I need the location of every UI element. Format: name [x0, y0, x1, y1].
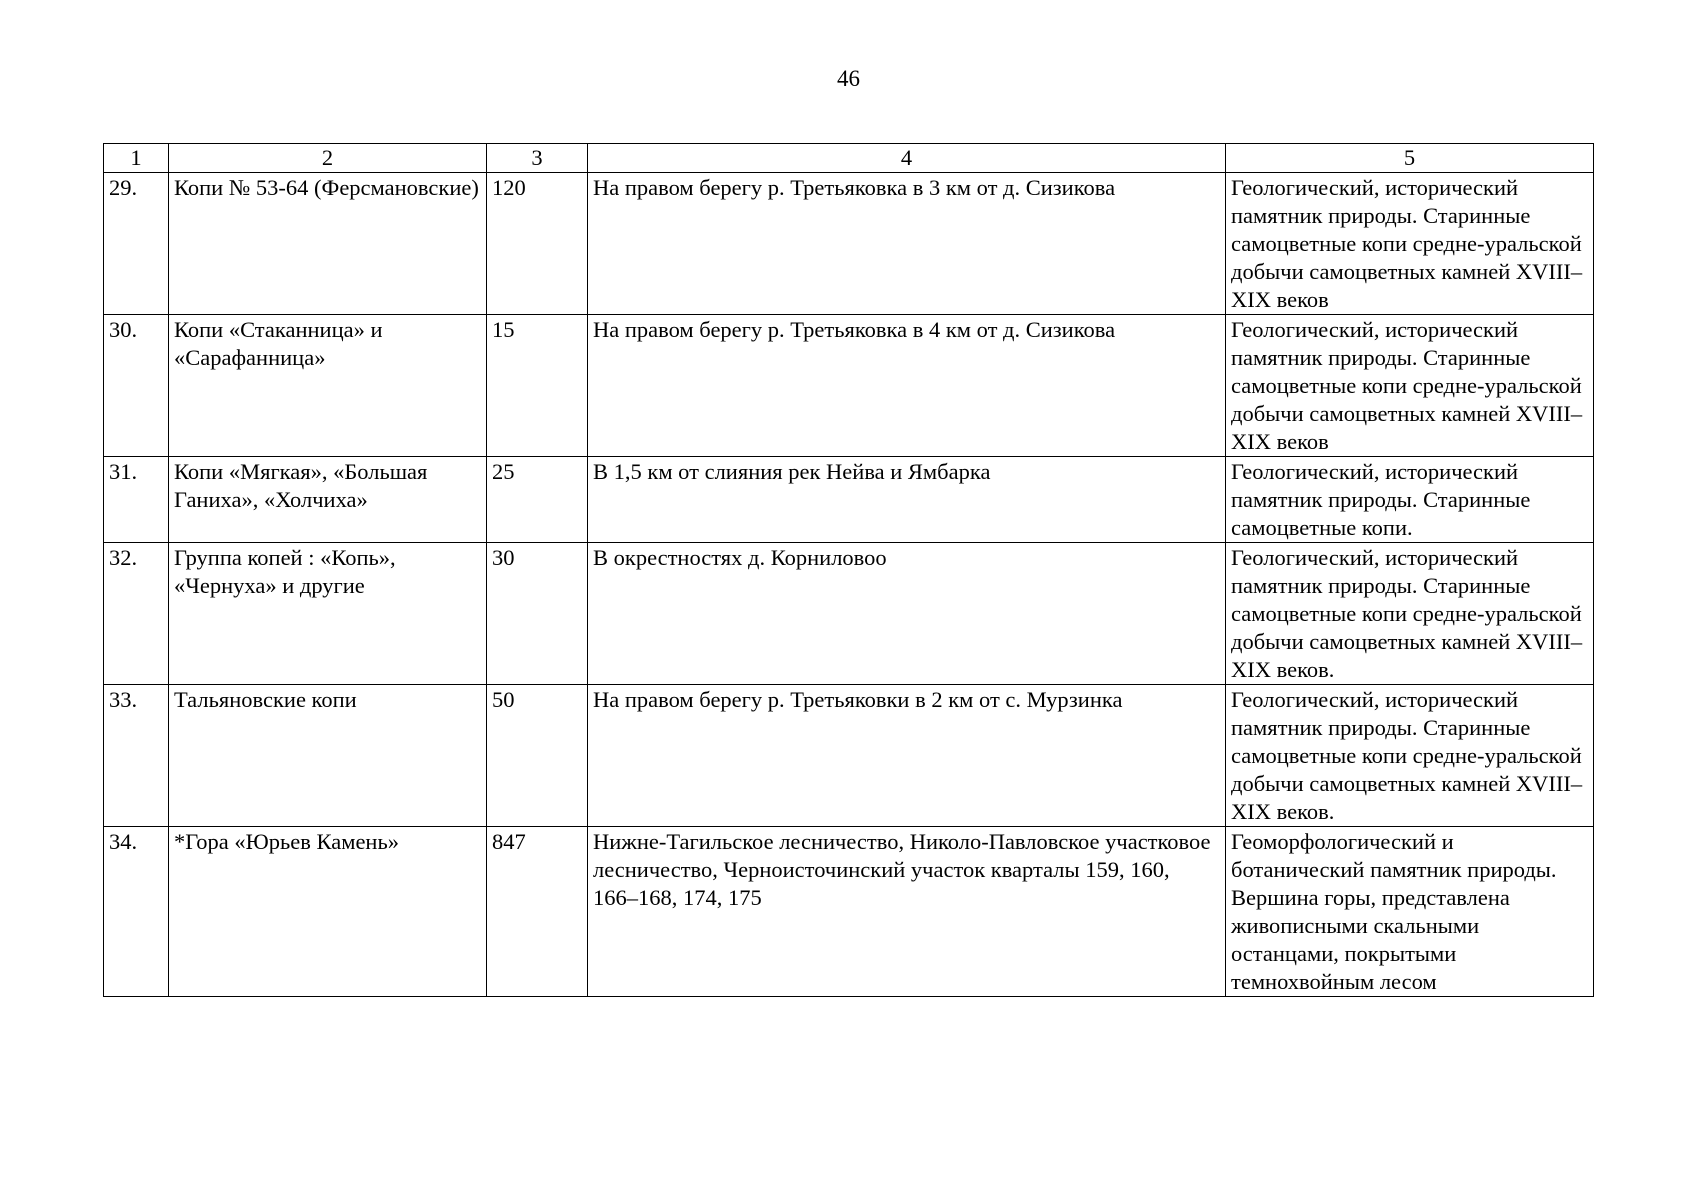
object-name: Тальяновские копи	[169, 685, 487, 827]
table-row	[104, 457, 1594, 543]
object-location: На правом берегу р. Третьяковки в 2 км от с. Мурзинка	[588, 685, 1226, 827]
object-name: *Гора «Юрьев Камень»	[169, 827, 487, 997]
object-area: 847	[487, 827, 588, 997]
object-location: На правом берегу р. Третьяковка в 3 км от д. Сизикова	[588, 173, 1226, 315]
object-description: Геологический, исторический памятник природы. Старинные самоцветные копи.	[1226, 457, 1594, 543]
object-name: Копи № 53-64 (Ферсмановские)	[169, 173, 487, 315]
table-row	[104, 685, 1594, 827]
object-name: Группа копей : «Копь», «Чернуха» и другие	[169, 543, 487, 685]
object-area: 120	[487, 173, 588, 315]
row-number: 34.	[104, 827, 169, 997]
table-row	[104, 827, 1594, 997]
column-header-3: 3	[487, 144, 588, 173]
object-description: Геологический, исторический памятник природы. Старинные самоцветные копи средне-уральской добычи самоцветных камней XVIII–XIX веков	[1226, 315, 1594, 457]
table-row	[104, 173, 1594, 315]
table-header-row	[104, 144, 1594, 173]
row-number: 33.	[104, 685, 169, 827]
object-area: 25	[487, 457, 588, 543]
natural-monuments-table	[103, 143, 1594, 997]
object-location: На правом берегу р. Третьяковка в 4 км от д. Сизикова	[588, 315, 1226, 457]
row-number: 29.	[104, 173, 169, 315]
object-description: Геоморфологический и ботанический памятник природы. Вершина горы, представлена живописными скальными останцами, покрытыми темнохвойным лесом	[1226, 827, 1594, 997]
column-header-5: 5	[1226, 144, 1594, 173]
object-name: Копи «Стаканница» и «Сарафанница»	[169, 315, 487, 457]
table-row	[104, 543, 1594, 685]
row-number: 32.	[104, 543, 169, 685]
table-row	[104, 315, 1594, 457]
row-number: 31.	[104, 457, 169, 543]
object-location: В окрестностях д. Корниловоо	[588, 543, 1226, 685]
object-location: В 1,5 км от слияния рек Нейва и Ямбарка	[588, 457, 1226, 543]
column-header-1: 1	[104, 144, 169, 173]
object-description: Геологический, исторический памятник природы. Старинные самоцветные копи средне-уральской добычи самоцветных камней XVIII–XIX веков.	[1226, 685, 1594, 827]
object-description: Геологический, исторический памятник природы. Старинные самоцветные копи средне-уральской добычи самоцветных камней XVIII–XIX веков.	[1226, 543, 1594, 685]
column-header-2: 2	[169, 144, 487, 173]
object-description: Геологический, исторический памятник природы. Старинные самоцветные копи средне-уральской добычи самоцветных камней XVIII–XIX веков	[1226, 173, 1594, 315]
row-number: 30.	[104, 315, 169, 457]
object-name: Копи «Мягкая», «Большая Ганиха», «Холчиха»	[169, 457, 487, 543]
object-area: 30	[487, 543, 588, 685]
page-number: 46	[837, 66, 860, 91]
object-area: 50	[487, 685, 588, 827]
object-location: Нижне-Тагильское лесничество, Николо-Павловское участковое лесничество, Черноисточинский участок кварталы 159, 160, 166–168, 174, 175	[588, 827, 1226, 997]
object-area: 15	[487, 315, 588, 457]
column-header-4: 4	[588, 144, 1226, 173]
